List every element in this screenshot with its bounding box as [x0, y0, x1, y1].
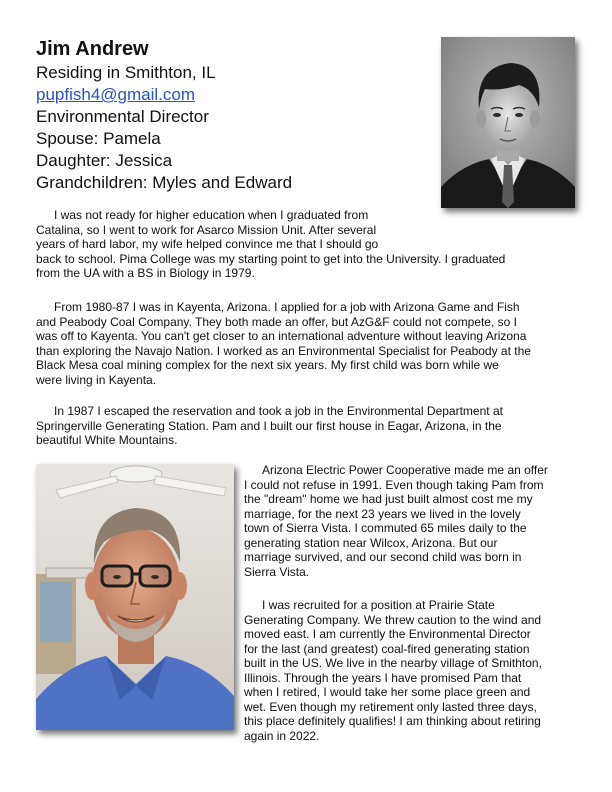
job-title: Environmental Director [36, 107, 209, 126]
text-line: this place definitely qualifies! I am thinking about retiring [244, 714, 541, 728]
text-line: Black Mesa coal mining complex for the next six years. My first child was born while we [36, 358, 499, 372]
text-line: built in the US. We live in the nearby village of Smithton, [244, 656, 542, 670]
text-line: from the UA with a BS in Biology in 1979. [36, 266, 255, 280]
recent-portrait-photo [36, 464, 234, 730]
text-line: generating station near Wilcox, Arizona. But our [244, 535, 498, 550]
text-line: town of Sierra Vista. I commuted 65 miles daily to the [244, 521, 527, 535]
text-line: again in 2022. [244, 728, 320, 743]
text-line: beautiful White Mountains. [36, 433, 178, 447]
text-line: for the last (and greatest) coal-fired generating station [244, 641, 530, 656]
text-line: wet. Even though my retirement only lasted three days, [244, 699, 537, 714]
email-link[interactable]: pupfish4@gmail.com [36, 85, 195, 104]
text-line: back to school. Pima College was my starting point to get into the University. I graduated [36, 251, 506, 266]
bio-paragraph-5 [244, 598, 580, 743]
text-line: In 1987 I escaped the reservation and took a job in the Environmental Department at [54, 404, 503, 418]
spouse-line: Spouse: Pamela [36, 129, 161, 148]
text-line: I could not refuse in 1991. Even though taking Pam from [244, 477, 544, 492]
yearbook-portrait-photo [441, 37, 575, 208]
text-line: marriage survived, and our second child was born in [244, 550, 522, 564]
text-line: when I retired, I would take her some place green and [244, 685, 531, 699]
text-line: I was not ready for higher education when I graduated from [54, 208, 369, 222]
text-line: Illinois. Through the years I have promised Pam that [244, 670, 522, 685]
text-line: than exploring the Navajo Nation. I worked as an Environmental Specialist for Peabody at the [36, 343, 531, 358]
text-line: years of hard labor, my wife helped convince me that I should go [36, 237, 379, 251]
text-line: From 1980-87 I was in Kayenta, Arizona. I applied for a job with Arizona Game and Fish [54, 300, 520, 314]
bio-paragraph-4 [244, 463, 580, 579]
text-line: moved east. I am currently the Environmental Director [244, 627, 531, 641]
text-line: were living in Kayenta. [36, 372, 157, 387]
grandchildren-line: Grandchildren: Myles and Edward [36, 173, 293, 192]
person-name: Jim Andrew [36, 38, 149, 60]
text-line: Generating Company. We threw caution to the wind and [244, 612, 542, 627]
text-line: Sierra Vista. [244, 564, 310, 579]
bio-paragraph-3 [36, 404, 582, 448]
profile-header [36, 38, 426, 194]
text-line: the "dream" home we had just built almost cost me my [244, 492, 533, 506]
text-line: marriage, for the next 23 years we lived in the lovely [244, 506, 521, 521]
text-line: and Peabody Coal Company. They both made an offer, but AzG&F could not compete, so I [36, 314, 517, 329]
text-line: Arizona Electric Power Cooperative made me an offer [262, 463, 548, 477]
text-line: was off to Kayenta. You can't get closer to an international adventure without leaving Arizona [36, 329, 527, 343]
text-line: Springerville Generating Station. Pam and I built our first house in Eagar, Arizona, in the [36, 418, 502, 433]
bio-paragraph-1 [36, 208, 582, 281]
text-line: I was recruited for a position at Prairie State [262, 598, 495, 612]
residence-line: Residing in Smithton, IL [36, 63, 216, 82]
bio-paragraph-2 [36, 300, 582, 387]
daughter-line: Daughter: Jessica [36, 151, 173, 170]
text-line: Catalina, so I went to work for Asarco Mission Unit. After several [36, 222, 377, 237]
